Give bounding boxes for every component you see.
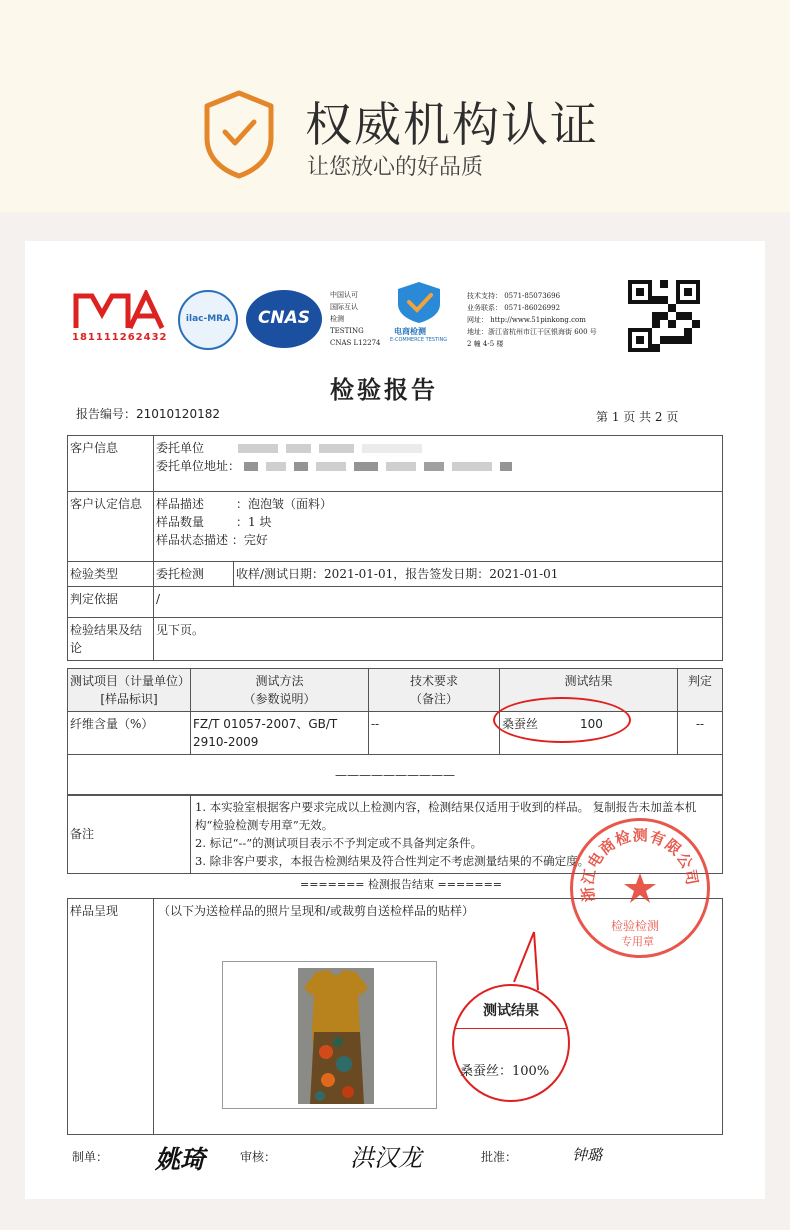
- conclusion-value: 见下页。: [154, 618, 723, 661]
- sample-state-value: 完好: [243, 533, 268, 547]
- banner-subtitle: 让您放心的好品质: [307, 155, 484, 180]
- row-method: FZ/T 01057-2007、GB/T 2910-2009: [191, 712, 369, 755]
- client-name-label: 委托单位: [156, 441, 205, 455]
- result-highlight-oval: [493, 697, 631, 743]
- ilac-logo: [178, 290, 238, 350]
- cnas-lines: 中国认可 国际互认 检测 TESTING CNAS L12274: [330, 291, 381, 347]
- sample-qty-value: ：1 块: [236, 515, 272, 529]
- shield-check-icon: [200, 88, 278, 180]
- reviewer-signature: 洪汉龙: [350, 1144, 422, 1172]
- seal-center-1: 检验检测: [611, 919, 660, 933]
- basis-value: /: [154, 587, 723, 618]
- company-seal: [570, 818, 710, 958]
- ilac-text: ilac-MRA: [185, 314, 231, 324]
- sample-photo-frame: [222, 961, 437, 1109]
- ecom-shield-icon: [388, 280, 450, 324]
- client-address-label: 委托单位地址：: [156, 459, 241, 473]
- header-req: 技术要求: [409, 674, 458, 688]
- banner-title: 权威机构认证: [305, 98, 599, 153]
- cnas-logo: [246, 290, 322, 348]
- header-method: 测试方法: [255, 674, 304, 688]
- qr-code-icon: [628, 280, 700, 352]
- results-table: [67, 668, 723, 796]
- ecom-sub: E-COMMERCE TESTING: [390, 337, 448, 343]
- ecom-logo: [388, 280, 450, 346]
- header-item-sub: [样品标识]: [100, 692, 158, 706]
- report-title: 检验报告: [330, 375, 438, 404]
- result-callout-circle: [452, 984, 570, 1102]
- row-item: 纤维含量（%）: [68, 712, 191, 755]
- maker-label: 制单：: [72, 1150, 109, 1164]
- client-info-label: 客户信息: [68, 436, 154, 492]
- dress-photo-icon: [298, 968, 374, 1104]
- cma-mark-icon: [72, 290, 167, 332]
- report-number: 报告编号：21010120182: [76, 407, 220, 421]
- callout-title: 测试结果: [483, 1003, 539, 1019]
- results-divider: ——————————: [68, 755, 723, 796]
- confirm-info-label: 客户认定信息: [68, 492, 154, 562]
- contact-address: 地址：浙江省杭州市江干区银海街 600 号: [467, 328, 597, 336]
- maker-signature: 姚琦: [155, 1145, 206, 1174]
- contact-address-2: 2 幢 4-5 楼: [467, 340, 504, 348]
- cnas-text: CNAS: [257, 308, 311, 328]
- header-req-sub: （备注）: [409, 692, 458, 706]
- ecom-title: 电商检测: [394, 327, 426, 336]
- row-judge: --: [678, 712, 723, 755]
- sample-state-label: 样品状态描述 ：: [156, 533, 244, 547]
- sample-label: 样品呈现: [68, 899, 154, 1135]
- conclusion-label: 检验结果及结论: [68, 618, 154, 661]
- sample-caption: （以下为送检样品的照片呈现和/或裁剪自送检样品的贴样）: [154, 899, 723, 1135]
- redacted-client-address: [244, 459, 520, 473]
- notes-label: 备注: [68, 795, 191, 874]
- row-result-value: 100: [580, 717, 603, 731]
- dates-value: 收样/测试日期：2021-01-01，报告签发日期：2021-01-01: [234, 562, 723, 587]
- note-2: 2. 标记“--”的测试项目表示不予判定或不具备判定条件。: [195, 836, 483, 850]
- approver-label: 批准：: [481, 1150, 518, 1164]
- contact-block: [467, 290, 597, 350]
- cma-number: 181111262432: [72, 332, 168, 343]
- sample-qty-label: 样品数量: [156, 515, 205, 529]
- type-value: 委托检测: [154, 562, 234, 587]
- contact-tech: 技术支持： 0571-85073696: [467, 292, 561, 300]
- header-item: 测试项目（计量单位）: [70, 674, 191, 688]
- header-judge: 判定: [678, 669, 723, 712]
- info-table: [67, 435, 723, 661]
- reviewer-label: 审核：: [240, 1150, 277, 1164]
- seal-center-2: 专用章: [621, 935, 654, 948]
- note-3: 3. 除非客户要求，本报告检测结果及符合性判定不考虑测量结果的不确定度。: [195, 854, 590, 868]
- approver-signature: 钟璐: [572, 1146, 603, 1164]
- type-label: 检验类型: [68, 562, 154, 587]
- row-result-name: 桑蚕丝: [502, 717, 539, 731]
- top-banner: [0, 0, 790, 212]
- row-req: --: [369, 712, 500, 755]
- contact-business: 业务联系： 0571-86026992: [467, 304, 561, 312]
- svg-text:浙江电商检测有限公司: 浙江电商检测有限公司: [578, 826, 702, 903]
- redacted-client-name: [238, 441, 430, 455]
- sample-desc-label: 样品描述: [156, 497, 205, 511]
- page-indicator: 第 1 页 共 2 页: [596, 410, 679, 424]
- header-method-sub: （参数说明）: [243, 692, 316, 706]
- contact-website: 网址： http://www.51pinkong.com: [467, 316, 586, 324]
- report-end-line: ======= 检测报告结束 =======: [300, 878, 503, 891]
- basis-label: 判定依据: [68, 587, 154, 618]
- sample-desc-value: ：泡泡皱（面料）: [236, 497, 333, 511]
- callout-value: 桑蚕丝：100%: [460, 1064, 550, 1079]
- cma-logo: [72, 290, 167, 344]
- note-1: 1. 本实验室根据客户要求完成以上检测内容，检测结果仅适用于收到的样品。 复制报告未加盖本机构“检验检测专用章”无效。: [195, 800, 697, 832]
- header-result: 测试结果: [500, 669, 678, 712]
